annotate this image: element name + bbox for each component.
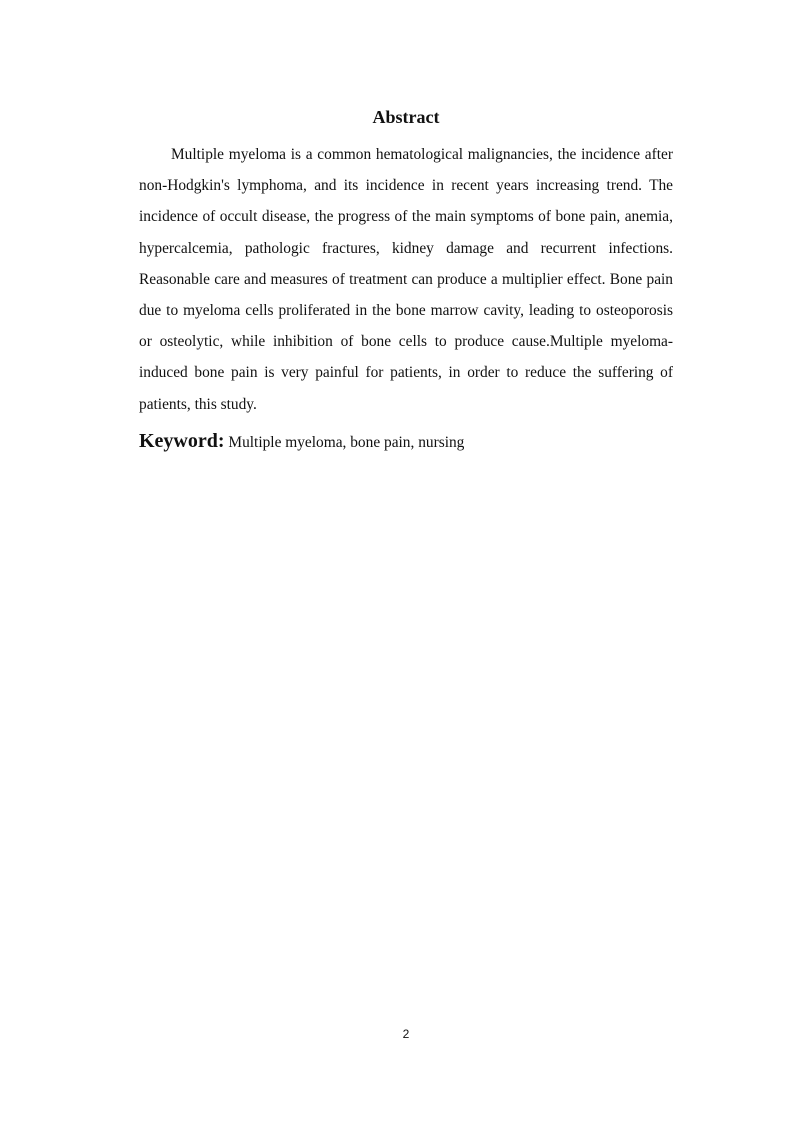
keyword-line — [139, 427, 673, 457]
abstract-paragraph: Multiple myeloma is a common hematological malignancies, the incidence after non-Hodgkin's lymphoma, and its incidence in recent years increasing trend. The incidence of occult disease, the progress of the main symptoms of bone pain, anemia, hypercalcemia, pathologic fractures, kidney damage and recurrent infections. Reasonable care and measures of treatment can produce a multiplier effect. Bone pain due to myeloma cells proliferated in the bone marrow cavity, leading to osteoporosis or osteolytic, while inhibition of bone cells to produce cause.Multiple myeloma-induced bone pain is very painful for patients, in order to reduce the suffering of patients, this study. — [139, 146, 673, 413]
keyword-list: Multiple myeloma, bone pain, nursing — [228, 434, 465, 451]
keyword-label: Keyword: — [139, 430, 225, 452]
abstract-heading: Abstract — [372, 107, 440, 127]
page-number: 2 — [402, 1027, 410, 1041]
